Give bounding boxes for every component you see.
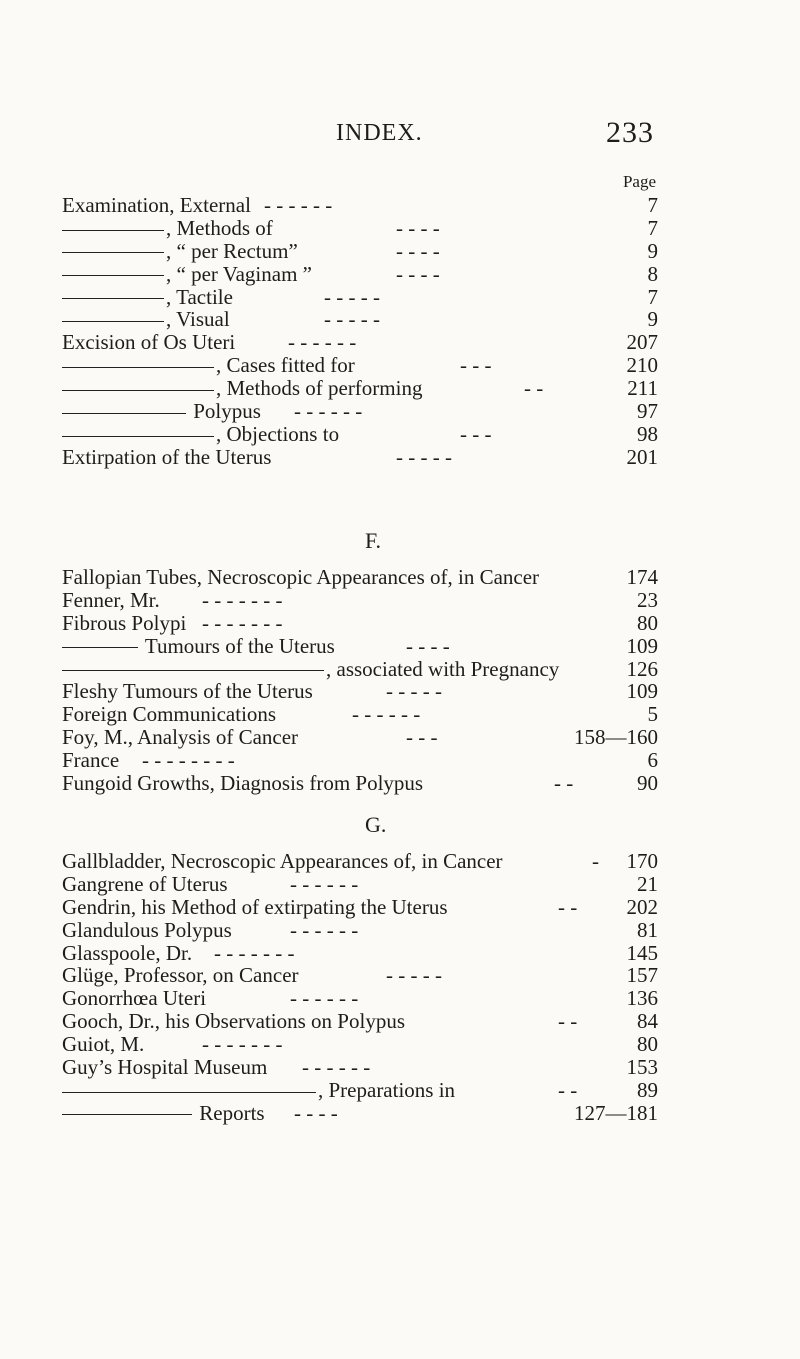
- index-entry: Guy’s Hospital Museum - - - - - - 153: [62, 1055, 658, 1080]
- index-entry: Glüge, Professor, on Cancer - - - - - 157: [62, 963, 658, 988]
- index-entry: , “ per Rectum” - - - - 9: [62, 240, 658, 263]
- index-entry: Examination, External - - - - - - 7: [62, 193, 658, 217]
- index-entry: Polypus - - - - - - 97: [62, 400, 658, 423]
- section-g-entries: [62, 850, 658, 1125]
- index-entry: Excision of Os Uteri - - - - - - 207: [62, 330, 658, 355]
- index-entry: Gooch, Dr., his Observations on Polypus - - 84: [62, 1009, 658, 1034]
- index-entry: Fallopian Tubes, Necroscopic Appearances of, in Cancer 174: [62, 565, 658, 589]
- section-f-entries: [62, 566, 658, 795]
- index-entry: , Visual - - - - - 9: [62, 308, 658, 331]
- index-entry: Foy, M., Analysis of Cancer - - - 158—160: [62, 725, 658, 750]
- index-entry: France - - - - - - - - 6: [62, 748, 658, 773]
- index-entry: Tumours of the Uterus - - - - 109: [62, 635, 658, 658]
- section-e-entries: [62, 194, 658, 469]
- index-entry: Gangrene of Uterus - - - - - - 21: [62, 871, 658, 896]
- index-entry: Reports - - - - 127—181: [62, 1102, 658, 1125]
- index-entry: , associated with Pregnancy 126: [62, 658, 658, 681]
- index-entry: , Methods of performing - - 211: [62, 377, 658, 400]
- ditto-rule: [62, 1114, 192, 1115]
- section-heading-f: F.: [365, 528, 381, 553]
- index-entry: , Cases fitted for - - - 210: [62, 354, 658, 377]
- ditto-rule: [62, 230, 164, 231]
- ditto-rule: [62, 367, 214, 368]
- index-entry: , Methods of - - - - 7: [62, 217, 658, 240]
- index-entry: Fenner, Mr. - - - - - - - 23: [62, 587, 658, 612]
- section-heading-g: G.: [365, 812, 387, 837]
- ditto-rule: [62, 321, 164, 322]
- ditto-rule: [62, 275, 164, 276]
- index-entry: Extirpation of the Uterus - - - - - 201: [62, 444, 658, 469]
- index-entry: Gonorrhœa Uteri - - - - - - 136: [62, 986, 658, 1011]
- index-entry: Foreign Communications - - - - - - 5: [62, 702, 658, 727]
- index-entry: , Tactile - - - - - 7: [62, 286, 658, 309]
- ditto-rule: [62, 390, 214, 391]
- index-entry: Gendrin, his Method of extirpating the Uterus - - 202: [62, 894, 658, 919]
- ditto-rule: [62, 252, 164, 253]
- ditto-rule: [62, 670, 324, 671]
- ditto-rule: [62, 413, 186, 414]
- index-entry: Gallbladder, Necroscopic Appearances of, in Cancer - 170: [62, 849, 658, 873]
- index-entry: Fungoid Growths, Diagnosis from Polypus - - 90: [62, 771, 658, 796]
- index-entry: , Objections to - - - 98: [62, 423, 658, 446]
- index-entry: Guiot, M. - - - - - - - 80: [62, 1032, 658, 1057]
- page-number: 233: [606, 116, 654, 149]
- index-entry: Glandulous Polypus - - - - - - 81: [62, 917, 658, 942]
- index-entry: Fleshy Tumours of the Uterus - - - - - 109: [62, 679, 658, 704]
- index-entry: Fibrous Polypi - - - - - - - 80: [62, 610, 658, 635]
- index-entry: Glasspoole, Dr. - - - - - - - 145: [62, 940, 658, 965]
- page-column-label: Page: [622, 172, 656, 191]
- ditto-rule: [62, 1092, 316, 1093]
- index-entry: , Preparations in - - 89: [62, 1079, 658, 1102]
- running-title: INDEX.: [336, 120, 423, 146]
- page-header: [0, 116, 800, 160]
- index-entry: , “ per Vaginam ” - - - - 8: [62, 263, 658, 286]
- ditto-rule: [62, 298, 164, 299]
- ditto-rule: [62, 647, 138, 648]
- ditto-rule: [62, 436, 214, 437]
